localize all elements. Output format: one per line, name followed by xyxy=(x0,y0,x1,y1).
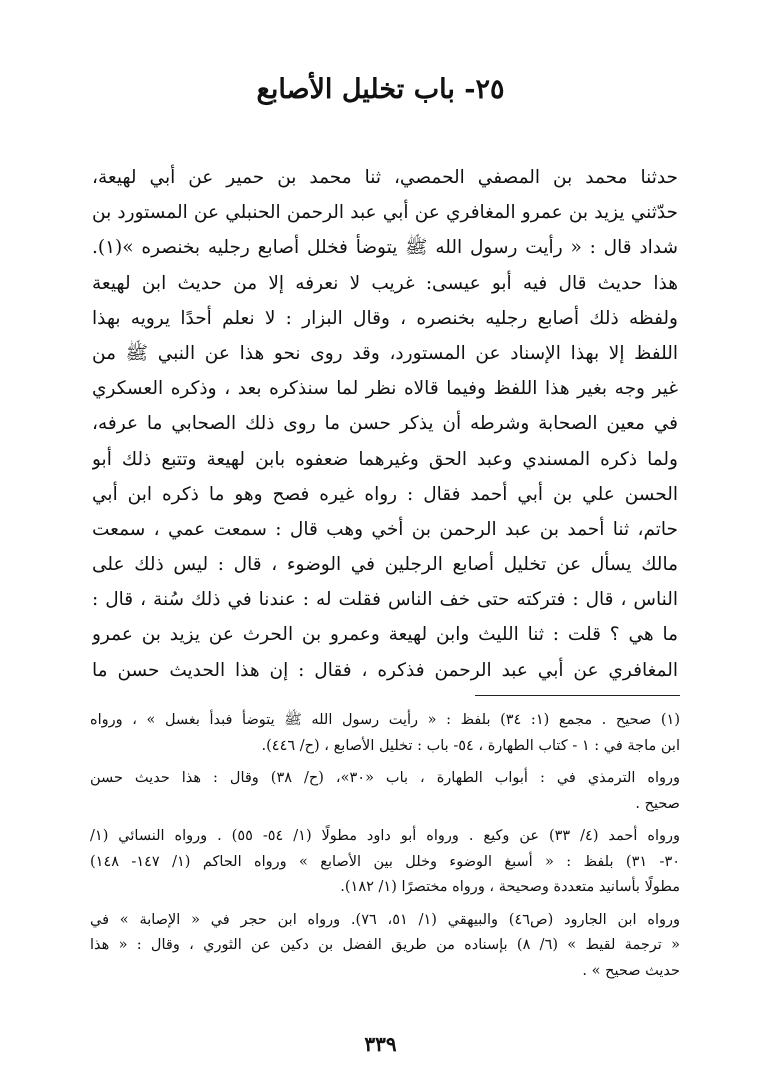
footnote-line: صحيح . xyxy=(635,795,680,812)
footnote-line: (١) صحيح . مجمع (١: ٣٤) بلفظ : « رأيت رسول الله ﷺ يتوضأ فبدأ بغسل » ، ورواه xyxy=(90,712,680,728)
footnote xyxy=(90,908,680,985)
footnote-line: « ترجمة لقيط » (٦/ ٨) بإسناده من طريق الفضل بن دكين عن الثوري ، وقال : « هذا xyxy=(90,937,680,953)
footnote-divider xyxy=(475,695,680,696)
main-text xyxy=(92,160,678,688)
body-line: ما هي ؟ قلت : ثنا الليث وابن لهيعة وعمرو بن الحرث عن يزيد بن عمرو xyxy=(92,624,678,646)
body-line: في معين الصحابة وشرطه أن يذكر حسن ما روى ذلك الصحابي ما عرفه، xyxy=(92,413,678,435)
footnotes xyxy=(90,708,680,991)
chapter-title: ٢٥- باب تخليل الأصابع xyxy=(256,74,505,105)
body-line: الحسن علي بن أبي أحمد فقال : رواه غيره فصح وهو ما ذكره ابن أبي xyxy=(92,483,678,505)
body-line: مالك يسأل عن تخليل أصابع الرجلين في الوضوء ، قال : ليس ذلك على xyxy=(92,554,678,576)
footnote-line: حديث صحيح » . xyxy=(582,962,680,979)
footnote-line: ورواه ابن الجارود (ص٤٦) والبيهقي (١/ ٥١، ٧٦). ورواه ابن حجر في « الإصابة » في xyxy=(90,911,680,928)
footnote-line: ٣٠- ٣١) بلفظ : « أسبغ الوضوء وخلل بين الأصابع » ورواه الحاكم (١/ ١٤٧- ١٤٨) xyxy=(90,853,680,870)
body-line: الناس ، قال : فتركته حتى خف الناس فقلت له : عندنا في ذلك سُنة ، قال : xyxy=(92,589,678,611)
body-line: اللفظ إلا بهذا الإسناد عن المستورد، وقد روى نحو هذا عن النبي ﷺ من xyxy=(92,342,678,364)
page-number: ٣٣٩ xyxy=(364,1032,397,1056)
footnote xyxy=(90,708,680,759)
body-line: حدّثني يزيد بن عمرو المغافري عن أبي عبد الرحمن الحنبلي عن المستورد بن xyxy=(92,202,678,224)
body-line: ولما ذكره المسندي وعبد الحق وغيرهما ضعفوه بابن لهيعة وتتبع ذلك أبو xyxy=(92,448,678,470)
body-line: ولفظه ذلك أصابع رجليه بخنصره ، وقال البزار : لا نعلم أحدًا يرويه بهذا xyxy=(92,307,678,329)
body-line: المغافري عن أبي عبد الرحمن فذكره ، فقال : إن هذا الحديث حسن ما xyxy=(92,659,678,681)
footnote-line: ابن ماجة في : ١ - كتاب الطهارة ، ٥٤- باب : تخليل الأصابع ، (ح/ ٤٤٦). xyxy=(261,737,680,754)
footnote-line: ورواه أحمد (٤/ ٣٣) عن وكيع . ورواه أبو داود مطولًا (١/ ٥٤- ٥٥) . ورواه النسائي (١/ xyxy=(90,828,680,844)
footnote xyxy=(90,824,680,901)
body-line: حاتم، ثنا أحمد بن عبد الرحمن بن أخي وهب قال : سمعت عمي ، سمعت xyxy=(92,518,678,540)
body-line: غير وجه بغير هذا اللفظ وفيما قالاه نظر لما سنذكره بعد ، وذكره العسكري xyxy=(92,378,678,400)
body-line: حدثنا محمد بن المصفي الحمصي، ثنا محمد بن حمير عن أبي لهيعة، xyxy=(92,167,678,188)
footnote xyxy=(90,766,680,817)
body-line: شداد قال : « رأيت رسول الله ﷺ يتوضأ فخلل أصابع رجليه بخنصره »(١). xyxy=(92,237,678,259)
footnote-line: مطولًا بأسانيد متعددة وصحيحة ، ورواه مختصرًا (١/ ١٨٢). xyxy=(340,879,680,895)
body-line: هذا حديث قال فيه أبو عيسى: غريب لا نعرفه إلا من حديث ابن لهيعة xyxy=(92,272,678,294)
footnote-line: ورواه الترمذي في : أبواب الطهارة ، باب «٣٠»، (ح/ ٣٨) وقال : هذا حديث حسن xyxy=(90,770,680,786)
